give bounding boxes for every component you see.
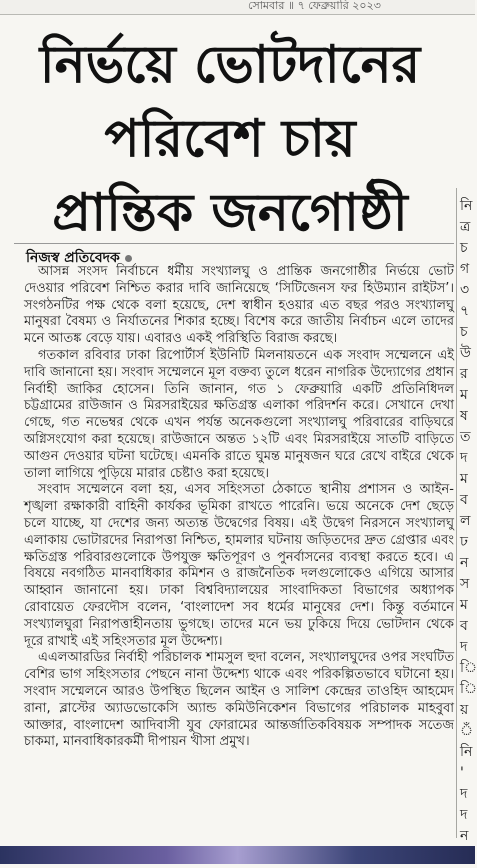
article-body xyxy=(24,264,454,836)
column-fragment: দ xyxy=(460,786,468,802)
column-fragment: ঢ xyxy=(460,534,468,550)
article-paragraph: সংবাদ সম্মেলনে বলা হয়, এসব সহিংসতা ঠেকাতে স্থানীয় প্রশাসন ও আইন-শৃঙ্খলা রক্ষাকারী বাহিনী কার্যকর ভূমিকা রাখতে পারেনি। ভয়ে অনেকে দেশ ছেড়ে চলে যাচ্ছে, যা দেশের জন্য অত্যন্ত উদ্বেগের বিষয়। এই উদ্বেগ নিরসনে সংখ্যালঘু এলাকায় ভোটারদের নিরাপত্তা নিশ্চিত, হামলার ঘটনায় জড়িতদের দ্রুত গ্রেপ্তার এবং ক্ষতিগ্রস্ত পরিবারগুলোকে উপযুক্ত ক্ষতিপূরণ ও পুনর্বাসনের ব্যবস্থা করতে হবে। এ বিষয়ে নবগঠিত মানবাধিকার কমিশন ও রাজনৈতিক দলগুলোকেও এগিয়ে আসার আহ্বান জানানো হয়। ঢাকা বিশ্ববিদ্যালয়ের সাংবাদিকতা বিভাগের অধ্যাপক রোবায়েত ফেরদৌস বলেন, ‘বাংলাদেশ সব ধর্মের মানুষের দেশ। কিন্তু বর্তমানে সংখ্যালঘুরা নিরাপত্তাহীনতায় ভুগছে। তাদের মনে ভয় ঢুকিয়ে দিয়ে ভোটদান থেকে দূরে রাখাই এই সহিংসতার মূল উদ্দেশ্য। xyxy=(24,482,454,649)
adjacent-column xyxy=(460,196,477,844)
column-fragment: ব xyxy=(460,492,468,508)
column-fragment: ব xyxy=(460,618,468,634)
column-fragment: ল xyxy=(460,513,471,529)
bullet-icon xyxy=(125,255,132,262)
column-fragment: চ xyxy=(460,324,468,340)
column-fragment: ত xyxy=(460,429,471,445)
headline-line: পরিবেশ চায় xyxy=(104,109,356,169)
photo-strip xyxy=(0,846,475,864)
date-line: সোমবার ॥ ৭ ফেব্রুয়ারি ২০২৩ xyxy=(248,0,381,12)
article-paragraph: এএলআরডির নির্বাহী পরিচালক শামসুল হুদা বলেন, সংখ্যালঘুদের ওপর সংঘটিত বেশির ভাগ সহিংসতার পেছনে নানা উদ্দেশ্য থাকে এবং পরিকল্পিতভাবে ঘটানো হয়। সংবাদ সম্মেলনে আরও উপস্থিত ছিলেন আইন ও সালিশ কেন্দ্রের তাওহিদ আহমেদ রানা, ব্লাস্টের অ্যাডভোকেসি অ্যান্ড কমিউনিকেশন বিভাগের পরিচালক মাহবুবা আক্তার, বাংলাদেশ আদিবাসী যুব ফোরামের আন্তর্জাতিকবিষয়ক সম্পাদক সতেজ চাকমা, মানবাধিকারকর্মী দীপায়ন খীসা প্রমুখ। xyxy=(24,650,454,750)
column-fragment: ৩ xyxy=(460,282,470,298)
column-fragment: নি xyxy=(460,744,473,760)
column-fragment: ি xyxy=(460,681,477,697)
column-fragment: দ xyxy=(460,639,468,655)
column-fragment: ন xyxy=(460,828,469,844)
column-fragment: ন xyxy=(460,555,469,571)
column-fragment: ৭ xyxy=(460,303,470,319)
column-fragment: নি xyxy=(460,198,473,214)
column-fragment: ' xyxy=(460,765,464,781)
column-fragment: ষ xyxy=(460,408,468,424)
column-fragment: চ xyxy=(460,240,468,256)
column-fragment: দ xyxy=(460,807,468,823)
headline-line: নির্ভয়ে ভোটদানের xyxy=(39,35,421,95)
column-fragment: ঁ xyxy=(460,723,474,739)
column-fragment: উ xyxy=(460,345,471,361)
column-fragment: ত্র xyxy=(460,219,471,235)
column-fragment: য় xyxy=(460,702,469,718)
column-fragment: স xyxy=(460,576,470,592)
column-fragment: ম xyxy=(460,387,468,403)
article-paragraph: গতকাল রবিবার ঢাকা রিপোর্টার্স ইউনিটি মিলনায়তনে এক সংবাদ সম্মেলনে এই দাবি জানানো হয়। সংবাদ সম্মেলনে মূল বক্তব্য তুলে ধরেন নাগরিক উদ্যোগের প্রধান নির্বাহী জাকির হোসেন। তিনি জানান, গত ১ ফেব্রুয়ারি একটি প্রতিনিধিদল চট্টগ্রামের রাউজান ও মিরসরাইয়ের ক্ষতিগ্রস্ত এলাকা পরিদর্শন করে। সেখানে দেখা গেছে, গত নভেম্বর থেকে এখন পর্যন্ত অনেকগুলো সংখ্যালঘু পরিবারের বাড়িঘরে অগ্নিসংযোগ করা হয়েছে। রাউজানে অন্তত ১২টি এবং মিরসরাইয়ে সাতটি বাড়িতে আগুন দেওয়ার ঘটনা ঘটেছে। এমনকি রাতে ঘুমন্ত মানুষজন ঘরে রেখে বাইরে থেকে তালা লাগিয়ে পুড়িয়ে মারার চেষ্টাও করা হয়েছে। xyxy=(24,347,454,481)
column-fragment: র xyxy=(460,366,468,382)
masthead-strip xyxy=(0,0,475,15)
headline-line: প্রান্তিক জনগোষ্ঠী xyxy=(52,183,408,243)
column-fragment: ি xyxy=(460,660,477,676)
column-fragment: দ xyxy=(460,450,468,466)
article-paragraph: আসন্ন সংসদ নির্বাচনে ধর্মীয় সংখ্যালঘু ও প্রান্তিক জনগোষ্ঠীর নির্ভয়ে ভোট দেওয়ার পরিবেশ নিশ্চিত করার দাবি জানিয়েছে ‘সিটিজেনস ফর হিউম্যান রাইটস’। সংগঠনটির পক্ষ থেকে বলা হয়েছে, দেশ স্বাধীন হওয়ার এত বছর পরও সংখ্যালঘু মানুষরা বৈষম্য ও নির্যাতনের শিকার হচ্ছে। বিশেষ করে জাতীয় নির্বাচন এলে তাদের মনে আতঙ্ক বেড়ে যায়। এবারও একই পরিস্থিতি বিরাজ করছে। xyxy=(24,264,454,347)
column-fragment: ম xyxy=(460,597,468,613)
divider xyxy=(14,243,454,244)
column-fragment: গ xyxy=(460,261,470,277)
byline-text: নিজস্ব প্রতিবেদক xyxy=(26,250,120,266)
column-fragment: ম xyxy=(460,471,468,487)
headline xyxy=(4,28,456,250)
column-divider xyxy=(456,188,457,838)
